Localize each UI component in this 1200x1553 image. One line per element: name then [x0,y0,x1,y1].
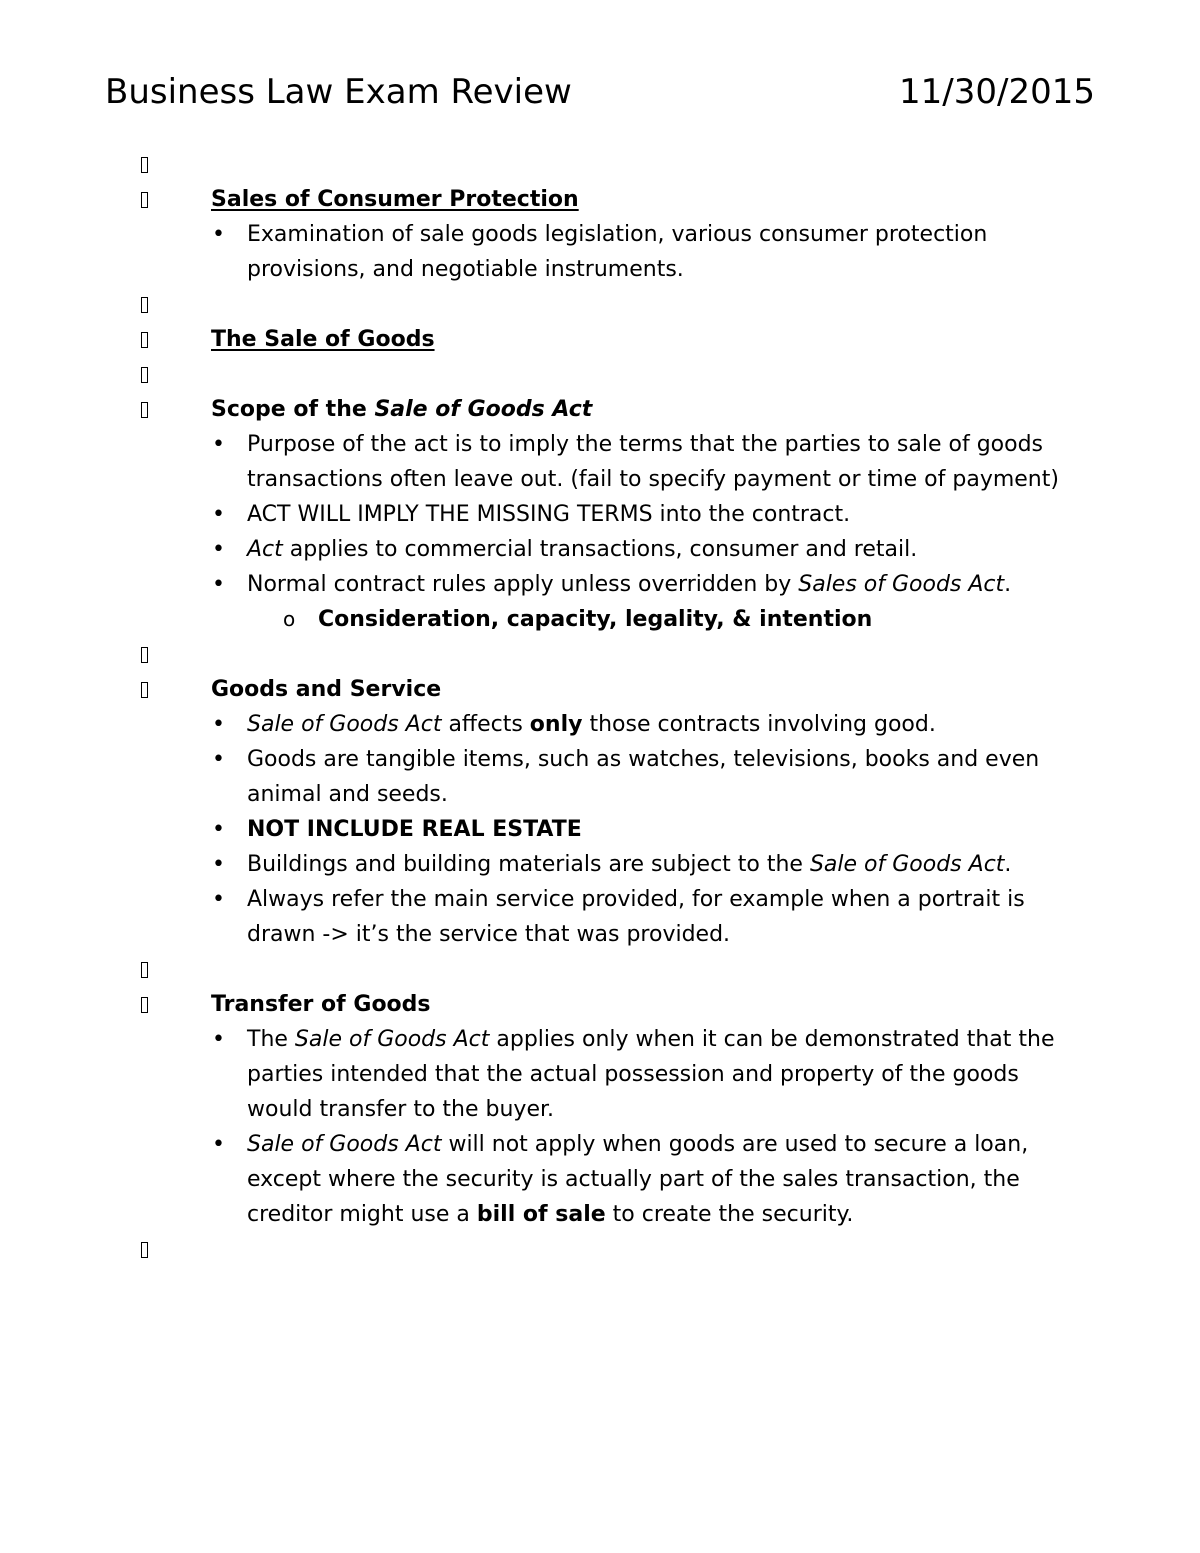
blank-row [0,637,1200,672]
document-body [0,147,1200,1267]
section-heading [211,392,592,427]
bullet-icon: • [212,817,225,842]
list-item-text: Examination of sale goods legislation, various consumer protection provisions, and negotiable instruments. [247,222,988,282]
blank-row [0,357,1200,392]
list-item-text: Purpose of the act is to imply the terms that the parties to sale of goods transactions often leave out. (fail to specify payment or time of payment) [247,432,1059,492]
blank-row [0,952,1200,987]
document-date: 11/30/2015 [899,72,1095,112]
blank-row [0,1232,1200,1267]
missing-glyph-icon [141,637,153,672]
bullet-icon: • [212,572,225,597]
document-title: Business Law Exam Review [105,72,572,112]
list-item-end: to create the security. [605,1202,854,1227]
list-item [0,567,1067,602]
list-item-bold: bill of sale [476,1202,606,1227]
section-heading: The Sale of Goods [211,327,435,352]
missing-glyph-icon [141,287,153,322]
section-heading: Transfer of Goods [211,992,431,1017]
list-item-italic: Act [247,537,283,562]
missing-glyph-icon [141,357,153,392]
list-item [0,427,1067,497]
bullet-icon: • [212,432,225,457]
list-item-end: applies only when it can be demonstrated that the parties intended that the actual possession and property of the goods would transfer to the buyer. [247,1027,1055,1122]
circle-bullet-icon: o [283,607,296,631]
bullet-icon: • [212,887,225,912]
bullet-icon: • [212,852,225,877]
heading-italic: Sale of Goods Act [374,397,593,422]
list-item [0,707,1067,742]
blank-row [0,287,1200,322]
bullet-icon: • [212,222,225,247]
list-item-bold: NOT INCLUDE REAL ESTATE [247,817,582,842]
sub-list-item [0,602,1078,637]
list-item-text: ACT WILL IMPLY THE MISSING TERMS into the contract. [247,502,851,527]
bullet-icon: • [212,747,225,772]
bullet-icon: • [212,537,225,562]
missing-glyph-icon [141,1232,153,1267]
bullet-icon: • [212,1027,225,1052]
list-item [0,217,1067,287]
list-item [0,497,1067,532]
section-heading: Sales of Consumer Protection [211,187,579,212]
section-row [0,392,1200,427]
list-item-bold: only [529,712,583,737]
list-item [0,847,1067,882]
list-item-end: those contracts involving good. [582,712,936,737]
section-row [0,672,1200,707]
list-item-italic: Sale of Goods Act [247,1132,442,1157]
missing-glyph-icon [141,392,153,427]
list-item-end: . [1004,572,1012,597]
list-item-text: Goods are tangible items, such as watches, televisions, books and even animal and seeds. [247,747,1040,807]
list-item-text: The [247,1027,295,1052]
list-item-text: applies to commercial transactions, consumer and retail. [282,537,918,562]
missing-glyph-icon [141,952,153,987]
section-heading: Goods and Service [211,677,442,702]
list-item-text: will not apply when goods are used to secure a loan, except where the security is actually part of the sales transaction, the creditor might use a [247,1132,1029,1227]
section-row [0,182,1200,217]
heading-prefix: Scope of the [211,397,375,422]
list-item [0,882,1067,952]
bullet-icon: • [212,712,225,737]
list-item-text: Always refer the main service provided, for example when a portrait is drawn -> it’s the service that was provided. [247,887,1025,947]
missing-glyph-icon [141,672,153,707]
blank-row [0,147,1200,182]
document-header [105,70,1095,118]
list-item-text: affects [441,712,530,737]
list-item-text: Normal contract rules apply unless overridden by [247,572,799,597]
list-item [0,1127,1067,1232]
list-item-text: Buildings and building materials are subject to the [247,852,810,877]
bullet-icon: • [212,1132,225,1157]
list-item-end: . [1004,852,1012,877]
missing-glyph-icon [141,987,153,1022]
missing-glyph-icon [141,147,153,182]
list-item [0,532,1067,567]
section-row [0,322,1200,357]
list-item-italic: Sale of Goods Act [809,852,1005,877]
list-item-italic: Sales of Goods Act [798,572,1005,597]
bullet-icon: • [212,502,225,527]
missing-glyph-icon [141,322,153,357]
list-item-italic: Sale of Goods Act [294,1027,490,1052]
sub-list-item-text: Consideration, capacity, legality, & intention [318,607,873,632]
missing-glyph-icon [141,182,153,217]
list-item [0,1022,1067,1127]
list-item [0,812,1067,847]
list-item [0,742,1067,812]
section-row [0,987,1200,1022]
list-item-italic: Sale of Goods Act [247,712,442,737]
